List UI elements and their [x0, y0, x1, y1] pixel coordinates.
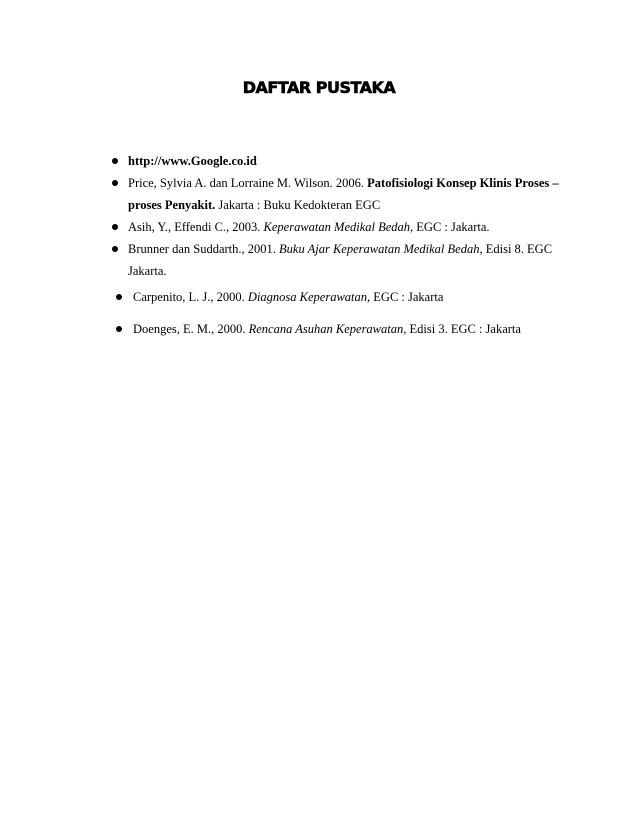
reference-title: Buku Ajar Keperawatan Medikal Bedah: [279, 242, 480, 256]
reference-title: Diagnosa Keperawatan,: [247, 290, 371, 304]
reference-publisher: , Edisi 8. EGC Jakarta.: [128, 242, 553, 278]
reference-item: [112, 318, 582, 340]
reference-publisher: EGC : Jakarta: [370, 290, 444, 304]
bullet-icon: [112, 158, 118, 164]
reference-author: Price, Sylvia A. dan Lorraine M. Wilson. 2006.: [128, 176, 368, 190]
page-title: DAFTAR PUSTAKA: [242, 78, 396, 97]
reference-url: http://www.Google.co.id: [128, 154, 257, 168]
reference-title: Keperawatan Medikal Bedah: [263, 220, 411, 234]
reference-title: Patofisiologi Konsep Klinis Proses – proses Penyakit.: [128, 176, 559, 212]
reference-item: [112, 238, 582, 282]
reference-publisher: , Edisi 3. EGC : Jakarta: [403, 322, 521, 336]
bullet-icon: [112, 180, 118, 186]
reference-item: [112, 216, 582, 238]
reference-title: Rencana Asuhan Keperawatan: [248, 322, 404, 336]
bullet-icon: [112, 224, 118, 230]
reference-author: Brunner dan Suddarth., 2001.: [128, 242, 280, 256]
bullet-icon: [112, 246, 118, 252]
reference-item: [112, 172, 582, 216]
reference-item: [112, 150, 582, 172]
reference-author: Asih, Y., Effendi C., 2003.: [128, 220, 264, 234]
bullet-icon: [116, 326, 122, 332]
bullet-icon: [116, 294, 122, 300]
reference-publisher: Jakarta : Buku Kedokteran EGC: [215, 198, 381, 212]
reference-item: [112, 286, 582, 308]
reference-author: Doenges, E. M., 2000.: [133, 322, 249, 336]
reference-author: Carpenito, L. J., 2000.: [133, 290, 248, 304]
reference-publisher: , EGC : Jakarta.: [410, 220, 490, 234]
reference-list: [112, 150, 582, 340]
